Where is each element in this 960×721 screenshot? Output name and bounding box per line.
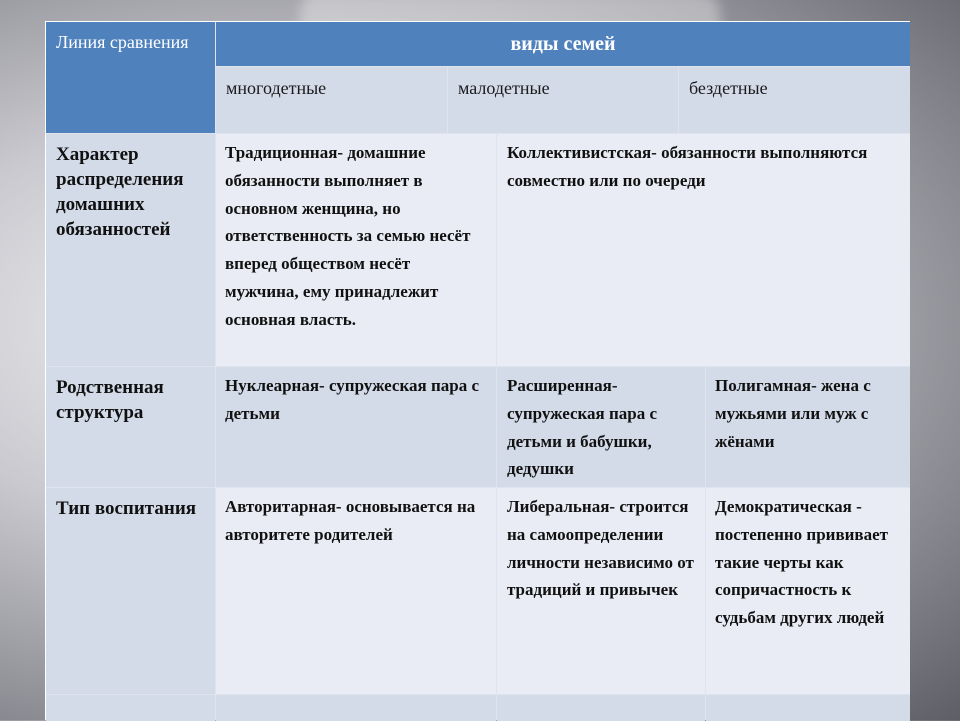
cell-text: Традиционная- домашние обязанности выполняет в основном женщина, но ответственность за семью несёт вперед обществом несёт мужчина, ему принадлежит основная власть. [225, 143, 471, 329]
row-label-text: Характер распределения домашних обязанностей [56, 144, 184, 240]
row-label-empty [46, 695, 215, 721]
column-header-label: малодетные [458, 78, 550, 98]
group-header-label: виды семей [510, 33, 616, 55]
column-header-label: бездетные [689, 78, 768, 98]
family-types-table [45, 21, 910, 720]
cell-text: Расширенная- супружеская пара с детьми и бабушки, дедушки [507, 376, 658, 479]
row-label-kinship-structure [46, 367, 215, 487]
cell-traditional [216, 134, 496, 366]
cell-collectivist [497, 134, 910, 366]
column-header-many-children [216, 67, 447, 133]
column-header-childless [679, 67, 910, 133]
cell-text: Либеральная- строится на самоопределении личности независимо от традиций и привычек [507, 497, 694, 600]
header-cell-family-types [216, 22, 910, 66]
row-label-text: Родственная структура [56, 377, 164, 423]
cell-nuclear [216, 367, 496, 487]
column-header-label: многодетные [226, 78, 327, 98]
cell-text: Коллективистская- обязанности выполняются совместно или по очереди [507, 143, 868, 190]
cell-polygamous [706, 367, 910, 487]
cell-empty [497, 695, 705, 721]
corner-label: Линия сравнения [56, 32, 189, 52]
cell-liberal [497, 488, 705, 694]
cell-empty [706, 695, 910, 721]
row-label-text: Тип воспитания [56, 498, 197, 519]
cell-empty [216, 695, 496, 721]
cell-democratic [706, 488, 910, 694]
cell-text: Нуклеарная- супружеская пара с детьми [225, 376, 480, 423]
cell-text: Демократическая - постепенно прививает такие черты как сопричастность к судьбам других людей [715, 497, 889, 628]
cell-extended [497, 367, 705, 487]
cell-authoritarian [216, 488, 496, 694]
header-cell-comparison-line [46, 22, 215, 133]
cell-text: Авторитарная- основывается на авторитете родителей [225, 497, 476, 544]
row-label-upbringing-type [46, 488, 215, 694]
row-label-household-duties [46, 134, 215, 366]
column-header-few-children [448, 67, 678, 133]
cell-text: Полигамная- жена с мужьями или муж с жёнами [715, 376, 871, 451]
